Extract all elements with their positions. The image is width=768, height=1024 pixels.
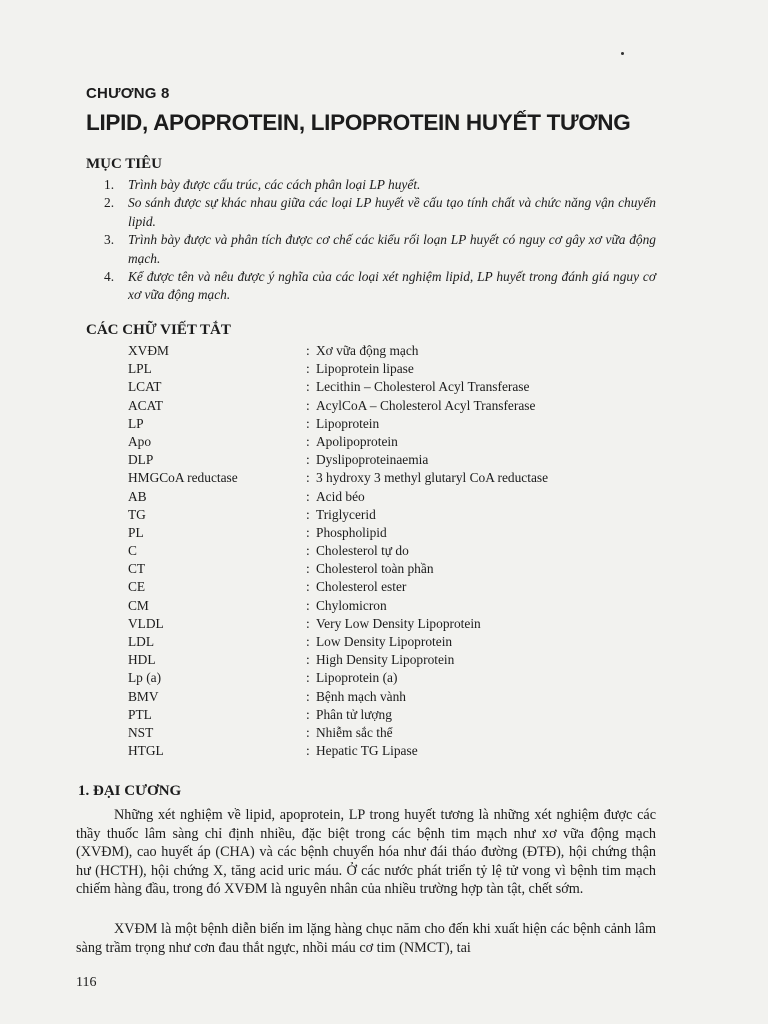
- abbreviation-definition: Chylomicron: [316, 597, 387, 613]
- objective-text: Trình bày được cấu trúc, các cách phân loại LP huyết.: [128, 177, 421, 192]
- abbreviation-row: [128, 360, 688, 378]
- abbreviation-separator: :: [306, 634, 310, 649]
- abbreviation-term: Lp (a): [128, 670, 162, 686]
- abbreviation-definition: Acid béo: [316, 488, 365, 504]
- abbreviation-definition: Xơ vữa động mạch: [316, 343, 419, 358]
- abbreviation-term: BMV: [128, 688, 159, 704]
- abbreviation-separator: :: [306, 688, 310, 704]
- objective-number: 2.: [104, 195, 115, 211]
- section-heading: 1. ĐẠI CƯƠNG: [78, 783, 182, 799]
- abbreviation-separator: :: [306, 743, 310, 759]
- abbreviation-term: CE: [128, 579, 146, 595]
- abbreviation-definition: Phospholipid: [316, 524, 387, 540]
- abbreviation-definition: Dyslipoproteinaemia: [316, 452, 429, 468]
- abbreviation-separator: :: [306, 379, 310, 395]
- abbreviation-row: [128, 378, 688, 396]
- abbreviation-definition: Lipoprotein (a): [316, 670, 398, 686]
- abbreviation-term: AB: [128, 488, 147, 504]
- abbreviation-separator: :: [306, 433, 310, 449]
- body-paragraph: XVĐM là một bệnh diễn biến im lặng hàng chục năm cho đến khi xuất hiện các bệnh cảnh lâm sàng trầm trọng như cơn đau thắt ngực, nhồi máu cơ tim (NMCT), tai: [76, 921, 656, 956]
- abbreviation-definition: Nhiễm sắc thể: [316, 724, 393, 740]
- objective-number: 1.: [104, 177, 115, 192]
- abbreviation-term: VLDL: [128, 615, 164, 631]
- chapter-title: LIPID, APOPROTEIN, LIPOPROTEIN HUYẾT TƯƠNG: [86, 110, 631, 135]
- abbreviation-row: [128, 724, 688, 742]
- abbreviation-definition: Lipoprotein lipase: [316, 361, 414, 377]
- abbreviation-term: ACAT: [128, 397, 163, 413]
- abbreviation-separator: :: [306, 561, 310, 577]
- abbreviations-list: [128, 342, 688, 760]
- abbreviation-definition: AcylCoA – Cholesterol Acyl Transferase: [316, 397, 536, 413]
- abbreviation-row: [128, 597, 688, 615]
- abbreviation-term: HMGCoA reductase: [128, 470, 238, 486]
- abbreviation-definition: Hepatic TG Lipase: [316, 743, 418, 759]
- abbreviation-definition: High Density Lipoprotein: [316, 652, 455, 668]
- abbreviation-row: [128, 633, 688, 651]
- objective-text: Kể được tên và nêu được ý nghĩa của các loại xét nghiệm lipid, LP huyết trong đánh giá nguy cơ xơ vữa động mạch.: [128, 269, 656, 303]
- abbreviation-separator: :: [306, 543, 310, 559]
- abbreviation-definition: Cholesterol tự do: [316, 543, 409, 559]
- abbreviation-row: [128, 524, 688, 542]
- abbreviation-term: PL: [128, 524, 144, 540]
- abbreviation-row: [128, 578, 688, 596]
- abbreviation-separator: :: [306, 615, 310, 631]
- abbreviation-row: [128, 488, 688, 506]
- abbreviation-separator: :: [306, 488, 310, 504]
- abbreviation-term: NST: [128, 724, 154, 740]
- abbreviation-definition: Lipoprotein: [316, 415, 380, 431]
- objective-item: [104, 194, 656, 231]
- abbreviation-definition: Low Density Lipoprotein: [316, 634, 453, 649]
- abbreviation-separator: :: [306, 524, 310, 540]
- objectives-heading: MỤC TIÊU: [86, 156, 162, 172]
- abbreviation-term: CM: [128, 597, 149, 613]
- abbreviation-term: TG: [128, 506, 146, 522]
- abbreviation-definition: Lecithin – Cholesterol Acyl Transferase: [316, 379, 530, 395]
- abbreviation-definition: Very Low Density Lipoprotein: [316, 615, 481, 631]
- abbreviation-row: [128, 615, 688, 633]
- abbreviation-term: HDL: [128, 652, 156, 668]
- abbreviation-separator: :: [306, 706, 310, 722]
- abbreviations-heading: CÁC CHỮ VIẾT TẮT: [86, 322, 231, 338]
- abbreviation-row: [128, 415, 688, 433]
- body-paragraph: Những xét nghiệm về lipid, apoprotein, LP trong huyết tương là những xét nghiệm được các thầy thuốc lâm sàng chỉ định nhiều, đặc biệt trong các bệnh tim mạch như xơ vữa động mạch (XVĐM), cao huyết áp (CHA) và các bệnh chuyển hóa như đái tháo đường (ĐTĐ), hội chứng thận hư (HCTH), hội chứng X, tăng acid uric máu. Ở các nước phát triển tỷ lệ tử vong vì bệnh tim mạch chiếm hàng đầu, trong đó XVĐM là nguyên nhân của nhiều trường hợp tàn tật, chết sớm.: [76, 807, 656, 898]
- abbreviation-term: Apo: [128, 433, 152, 449]
- abbreviation-row: [128, 397, 688, 415]
- abbreviation-term: LPL: [128, 361, 152, 377]
- abbreviation-row: [128, 342, 688, 360]
- objective-item: [104, 176, 656, 194]
- objective-number: 4.: [104, 269, 115, 285]
- abbreviation-separator: :: [306, 597, 310, 613]
- abbreviation-separator: :: [306, 652, 310, 668]
- abbreviation-term: C: [128, 543, 137, 559]
- abbreviation-definition: Cholesterol toàn phần: [316, 561, 434, 577]
- abbreviation-term: DLP: [128, 452, 154, 468]
- abbreviation-term: HTGL: [128, 743, 164, 759]
- abbreviation-row: [128, 688, 688, 706]
- abbreviation-definition: Phân tử lượng: [316, 706, 392, 722]
- abbreviation-term: LP: [128, 415, 144, 431]
- abbreviation-row: [128, 742, 688, 760]
- abbreviation-term: PTL: [128, 706, 152, 722]
- abbreviation-separator: :: [306, 415, 310, 431]
- abbreviation-row: [128, 451, 688, 469]
- abbreviation-separator: :: [306, 506, 310, 522]
- abbreviation-definition: Cholesterol ester: [316, 579, 407, 595]
- abbreviation-definition: Apolipoprotein: [316, 433, 398, 449]
- abbreviation-separator: :: [306, 452, 310, 468]
- abbreviation-separator: :: [306, 361, 310, 377]
- abbreviation-term: XVĐM: [128, 343, 169, 358]
- abbreviation-row: [128, 542, 688, 560]
- abbreviation-row: [128, 560, 688, 578]
- page-number: 116: [76, 975, 97, 990]
- abbreviation-definition: Bệnh mạch vành: [316, 688, 406, 704]
- abbreviation-separator: :: [306, 579, 310, 595]
- abbreviation-row: [128, 469, 688, 487]
- objective-item: [104, 268, 656, 305]
- objective-item: [104, 231, 656, 268]
- abbreviation-separator: :: [306, 470, 310, 486]
- abbreviation-definition: Triglycerid: [316, 506, 376, 522]
- abbreviation-separator: :: [306, 343, 310, 358]
- objective-text: So sánh được sự khác nhau giữa các loại LP huyết về cấu tạo tính chất và chức năng vận chuyển lipid.: [128, 195, 656, 229]
- abbreviation-separator: :: [306, 397, 310, 413]
- abbreviation-row: [128, 706, 688, 724]
- chapter-label: CHƯƠNG 8: [86, 85, 170, 102]
- abbreviation-definition: 3 hydroxy 3 methyl glutaryl CoA reductase: [316, 470, 549, 486]
- abbreviation-term: LDL: [128, 634, 155, 649]
- abbreviation-separator: :: [306, 670, 310, 686]
- abbreviation-term: CT: [128, 561, 146, 577]
- objective-text: Trình bày được và phân tích được cơ chế các kiểu rối loạn LP huyết có nguy cơ gây xơ vữa động mạch.: [128, 232, 656, 266]
- scan-speck: [621, 52, 624, 55]
- abbreviation-row: [128, 433, 688, 451]
- abbreviation-separator: :: [306, 724, 310, 740]
- abbreviation-term: LCAT: [128, 379, 162, 395]
- abbreviation-row: [128, 506, 688, 524]
- abbreviation-row: [128, 669, 688, 687]
- objectives-list: [104, 176, 656, 305]
- objective-number: 3.: [104, 232, 115, 248]
- abbreviation-row: [128, 651, 688, 669]
